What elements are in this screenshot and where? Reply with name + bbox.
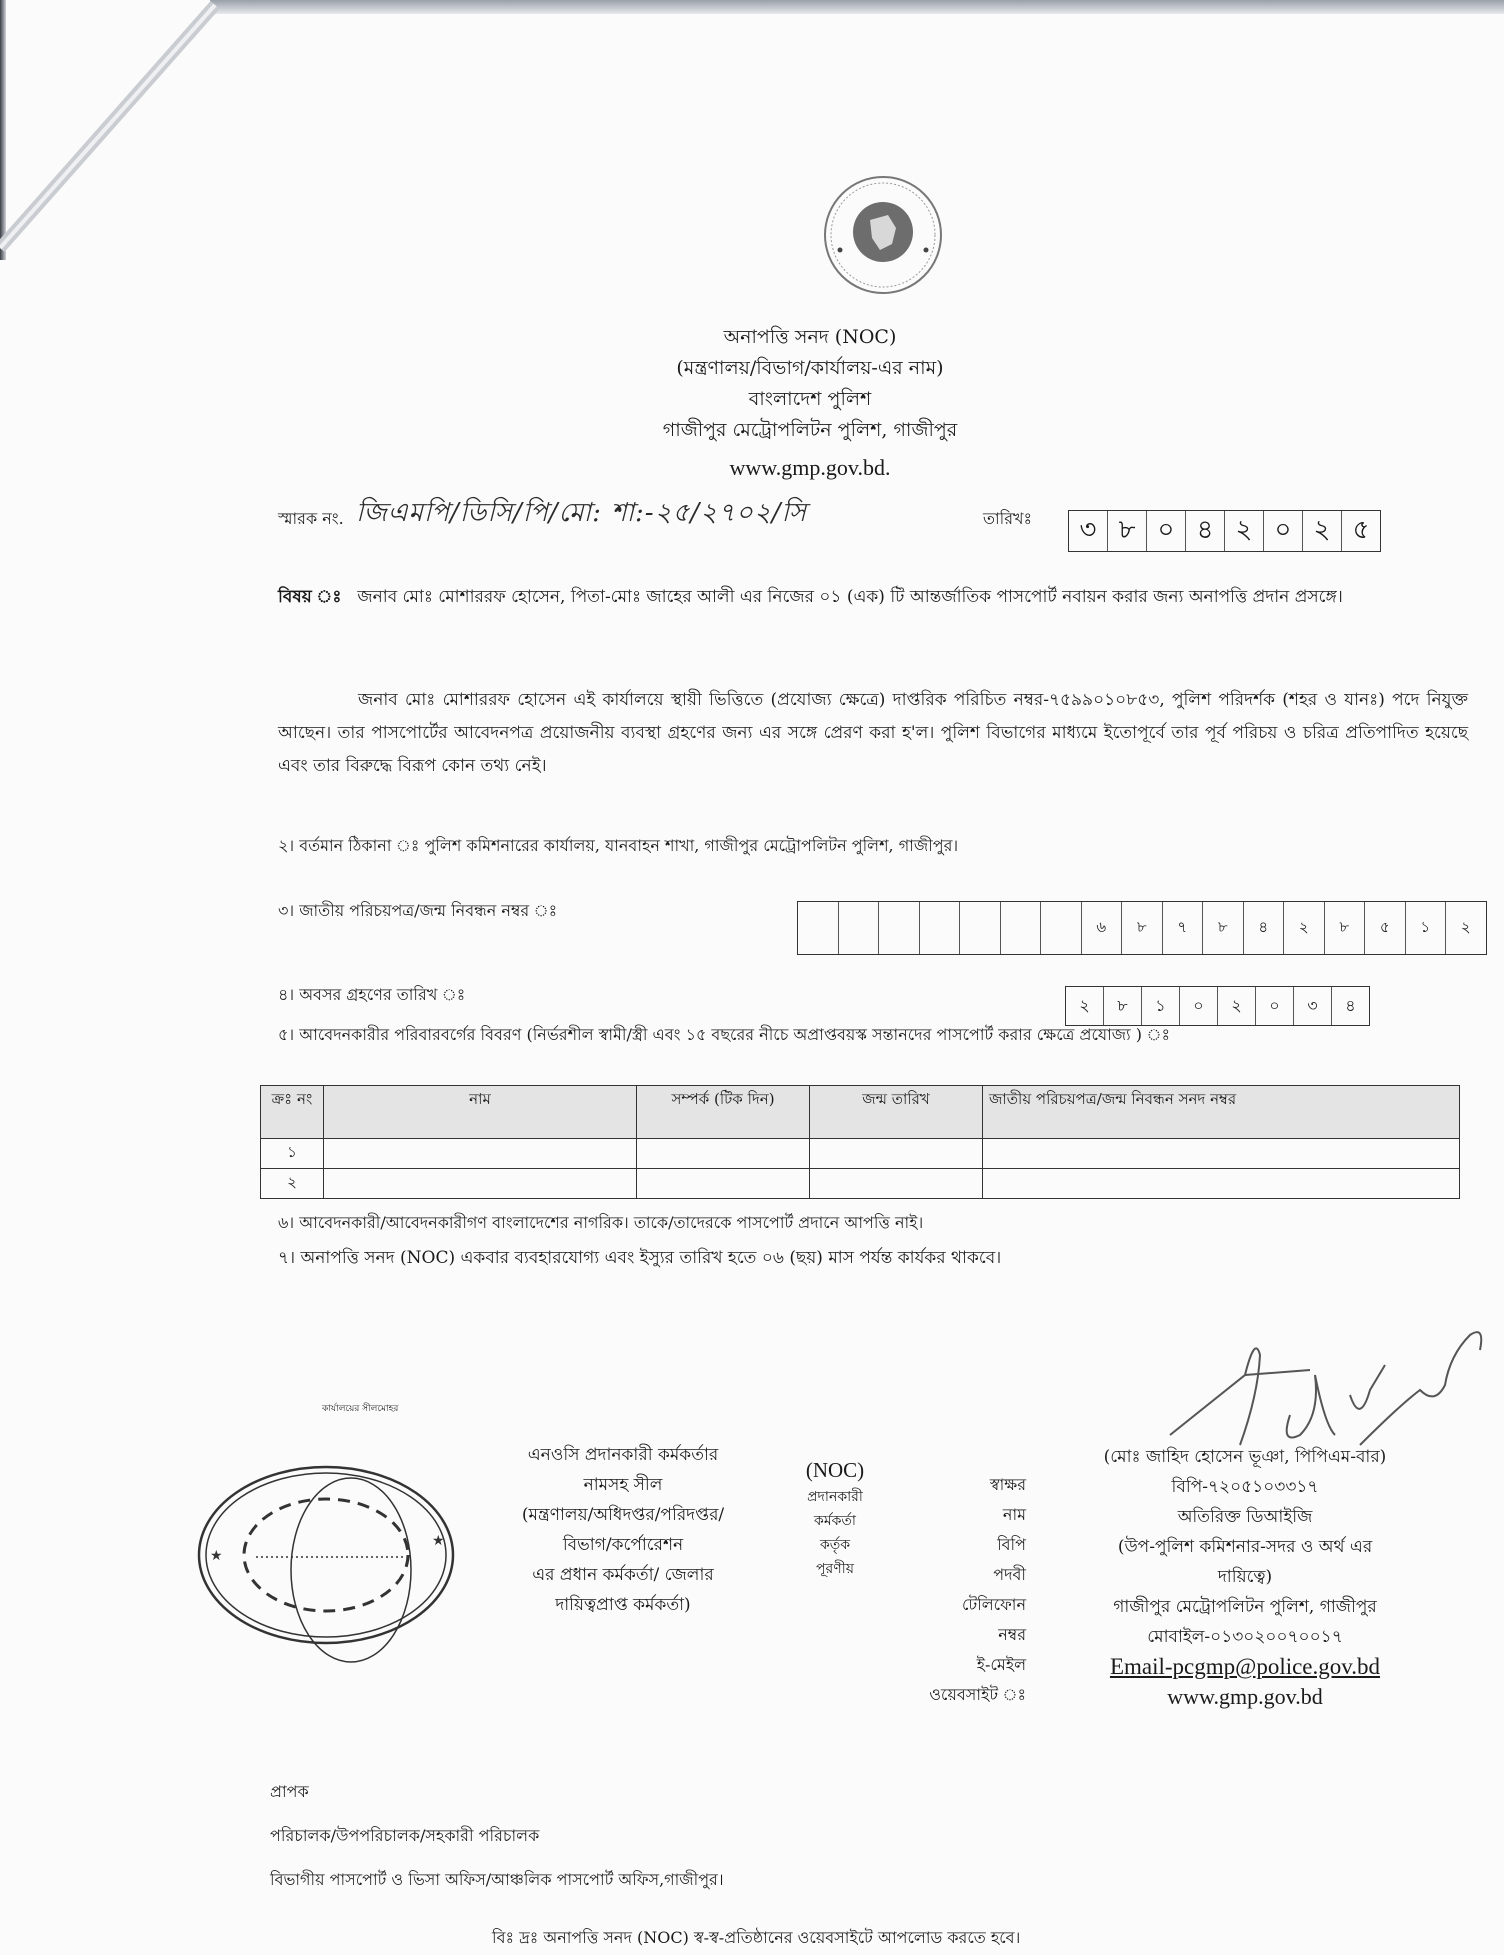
officer-unit: গাজীপুর মেট্রোপলিটন পুলিশ, গাজীপুর <box>1113 1597 1377 1617</box>
officer-bp: বিপি-৭২০৫১০৩৩১৭ <box>1171 1477 1319 1497</box>
family-table-header <box>261 1086 1460 1139</box>
date-digit: ২ <box>1303 511 1342 551</box>
digit-box <box>920 902 961 954</box>
memo-row <box>278 498 1478 558</box>
col-relation: সম্পর্ক (টিক দিন) <box>637 1086 810 1139</box>
digit-box: ৮ <box>1325 902 1366 954</box>
officer-website-link[interactable]: www.gmp.gov.bd <box>1167 1684 1323 1709</box>
document-title: অনাপত্তি সনদ (NOC) <box>723 326 897 348</box>
row-relation <box>637 1139 810 1169</box>
digit-box: ৪ <box>1244 902 1285 954</box>
field-label-designation: পদবী <box>993 1565 1026 1584</box>
row-name <box>324 1139 637 1169</box>
row-serial: ১ <box>261 1139 324 1169</box>
officer-name: (মোঃ জাহিদ হোসেন ভূঞা, পিপিএম-বার) <box>1103 1447 1387 1467</box>
digit-box: ২ <box>1460 917 1471 936</box>
item-address: ২। বর্তমান ঠিকানা ঃ পুলিশ কমিশনারের কার্যালয়, যানবাহন শাখা, গাজীপুর মেট্রোপলিটন পুলিশ, গাজীপুর। <box>278 836 959 855</box>
recipient-label: প্রাপক <box>270 1782 309 1801</box>
family-table <box>260 1085 1460 1199</box>
row-serial: ২ <box>261 1169 324 1199</box>
col-nid: জাতীয় পরিচয়পত্র/জন্ম নিবন্ধন সনদ নম্বর <box>983 1086 1460 1139</box>
government-emblem-icon <box>808 170 958 300</box>
memo-label: স্মারক নং. <box>278 509 344 528</box>
date-digit: ৮ <box>1108 511 1147 551</box>
paper-fold-line <box>0 0 300 280</box>
subject-label: বিষয় ঃ <box>278 587 342 607</box>
digit-box: ৭ <box>1163 902 1204 954</box>
officer-email-link[interactable]: Email-pcgmp@police.gov.bd <box>1109 1654 1381 1679</box>
noc-col-line: প্রদানকারী <box>807 1489 863 1505</box>
table-row <box>261 1169 1460 1199</box>
digit-box: ৬ <box>1082 902 1123 954</box>
digit-box: ০ <box>1180 987 1218 1025</box>
row-dob <box>810 1139 983 1169</box>
digit-box: ৩ <box>1294 987 1332 1025</box>
date-digit: ৫ <box>1352 515 1370 545</box>
col-dob: জন্ম তারিখ <box>810 1086 983 1139</box>
unit-name: গাজীপুর মেট্রোপলিটন পুলিশ, গাজীপুর <box>662 419 958 441</box>
officer-signature <box>1150 1295 1490 1455</box>
field-label-email: ই-মেইল <box>976 1655 1026 1674</box>
digit-box: ১ <box>1142 987 1180 1025</box>
digit-box: ২ <box>1218 987 1256 1025</box>
date-digit: ০ <box>1264 511 1303 551</box>
officer-desc-line: এর প্রধান কর্মকর্তা/ জেলার <box>532 1565 714 1585</box>
digit-box <box>960 902 1001 954</box>
digit-box: ২ <box>1066 987 1104 1025</box>
digit-box: ৫ <box>1365 902 1406 954</box>
col-serial: ক্রঃ নং <box>261 1086 324 1139</box>
noc-officer-note <box>790 1455 880 1581</box>
row-relation <box>637 1169 810 1199</box>
table-row <box>261 1139 1460 1169</box>
digit-box: ১ <box>1406 902 1447 954</box>
date-boxes <box>1068 510 1381 552</box>
digit-box <box>1001 902 1042 954</box>
subject-text: জনাব মোঃ মোশাররফ হোসেন, পিতা-মোঃ জাহের আলী এর নিজের ০১ (এক) টি আন্তর্জাতিক পাসপোর্ট নবায়ন করার জন্য অনাপত্তি প্রদান প্রসঙ্গে। <box>357 587 1343 607</box>
officer-descriptor <box>498 1440 748 1620</box>
svg-text:★: ★ <box>432 1533 445 1549</box>
field-label-number: নম্বর <box>998 1625 1026 1644</box>
noc-col-line: পূরণীয় <box>816 1561 854 1577</box>
officer-desc-line: এনওসি প্রদানকারী কর্মকর্তার <box>527 1445 719 1465</box>
date-digit: ৩ <box>1069 511 1108 551</box>
officer-desc-line: বিভাগ/কর্পোরেশন <box>562 1535 684 1555</box>
scan-edge-left <box>0 0 6 260</box>
office-seal-stamp <box>196 1445 461 1665</box>
noc-col-line: (NOC) <box>805 1458 865 1482</box>
digit-box: ৮ <box>1122 902 1163 954</box>
officer-designation: অতিরিক্ত ডিআইজি <box>1177 1507 1313 1527</box>
digit-box <box>1041 902 1082 954</box>
digit-box: ৮ <box>1104 987 1142 1025</box>
date-digit: ২ <box>1225 511 1264 551</box>
officer-mobile: মোবাইল-০১৩০২০০৭০০১৭ <box>1147 1627 1343 1647</box>
date-label: তারিখঃ <box>983 509 1033 528</box>
officer-desc-line: (মন্ত্রণালয়/অধিদপ্তর/পরিদপ্তর/ <box>521 1505 725 1525</box>
document-subtitle: (মন্ত্রণালয়/বিভাগ/কার্যালয়-এর নাম) <box>676 357 944 379</box>
col-name: নাম <box>324 1086 637 1139</box>
row-nid <box>983 1169 1460 1199</box>
recipient-line: বিভাগীয় পাসপোর্ট ও ভিসা অফিস/আঞ্চলিক পাসপোর্ট অফিস,গাজীপুর। <box>270 1870 724 1889</box>
retirement-date-boxes <box>1065 986 1370 1026</box>
digit-box: ২ <box>1284 902 1325 954</box>
digit-box <box>879 902 920 954</box>
signature-field-labels <box>880 1470 1026 1710</box>
item-retirement-label: ৪। অবসর গ্রহণের তারিখ ঃ <box>278 985 466 1004</box>
officer-info <box>1045 1442 1445 1712</box>
svg-text:★: ★ <box>210 1548 223 1564</box>
item-validity: ৭। অনাপত্তি সনদ (NOC) একবার ব্যবহারযোগ্য এবং ইস্যুর তারিখ হতে ০৬ (ছয়) মাস পর্যন্ত কার্যকর থাকবে। <box>278 1248 1002 1268</box>
noc-col-line: কর্তৃক <box>819 1537 851 1553</box>
document-header <box>560 322 1060 483</box>
row-name <box>324 1169 637 1199</box>
item-nid-label: ৩। জাতীয় পরিচয়পত্র/জন্ম নিবন্ধন নম্বর ঃ <box>278 901 558 920</box>
nid-boxes <box>797 901 1487 955</box>
field-label-name: নাম <box>1002 1505 1026 1524</box>
item-family-label: ৫। আবেদনকারীর পরিবারবর্গের বিবরণ (নির্ভরশীল স্বামী/স্ত্রী এবং ১৫ বছরের নীচে অপ্রাপ্তবয়স্ক সন্তানদের পাসপোর্ট করার ক্ষেত্রে প্রযোজ্য ) ঃ <box>278 1025 1170 1044</box>
date-digit: ৪ <box>1186 511 1225 551</box>
row-dob <box>810 1169 983 1199</box>
noc-col-line: কর্মকর্তা <box>814 1513 856 1529</box>
officer-role: (উপ-পুলিশ কমিশনার-সদর ও অর্থ এর <box>1117 1537 1373 1557</box>
digit-box: ৮ <box>1203 902 1244 954</box>
field-label-website: ওয়েবসাইট ঃ <box>929 1685 1026 1704</box>
digit-box <box>839 902 880 954</box>
header-website: www.gmp.gov.bd. <box>729 455 891 480</box>
row-nid <box>983 1139 1460 1169</box>
item-citizen: ৬। আবেদনকারী/আবেদনকারীগণ বাংলাদেশের নাগরিক। তাকে/তাদেরকে পাসপোর্ট প্রদানে আপত্তি নাই। <box>278 1213 924 1232</box>
field-label-signature: স্বাক্ষর <box>989 1475 1026 1494</box>
digit-box <box>798 902 839 954</box>
memo-number-handwritten: জিএমপি/ডিসি/পি/মো: শা:-২৫/২৭০২/সি <box>356 498 808 528</box>
subject-line <box>278 580 1468 615</box>
field-label-telephone: টেলিফোন <box>961 1595 1026 1614</box>
organization-name: বাংলাদেশ পুলিশ <box>748 388 872 410</box>
digit-box: ০ <box>1256 987 1294 1025</box>
body-paragraph: জনাব মোঃ মোশাররফ হোসেন এই কার্যালয়ে স্থায়ী ভিত্তিতে (প্রযোজ্য ক্ষেত্রে) দাপ্তরিক পরিচিত নম্বর-৭৫৯৯০১০৮৫৩, পুলিশ পরিদর্শক (শহর ও যানঃ) পদে নিযুক্ত আছেন। তার পাসপোর্টের আবেদনপত্র প্রয়োজনীয় ব্যবস্থা গ্রহণের জন্য এর সঙ্গে প্রেরণ করা হ'ল। পুলিশ বিভাগের মাধ্যমে ইতোপূর্বে তার পূর্ব পরিচয় ও চরিত্র প্রতিপাদিত হয়েছে এবং তার বিরুদ্ধে বিরূপ কোন তথ্য নেই। <box>278 690 1468 776</box>
scan-edge-top <box>210 0 1504 14</box>
date-digit: ০ <box>1147 511 1186 551</box>
seal-caption: কার্যালয়ের সীলমোহর <box>322 1404 399 1414</box>
officer-role-cont: দায়িত্বে) <box>1217 1567 1273 1587</box>
digit-box: ৪ <box>1345 995 1356 1015</box>
recipient-block <box>270 1770 724 1902</box>
officer-desc-line: নামসহ সীল <box>583 1475 663 1495</box>
field-label-bp: বিপি <box>997 1535 1026 1554</box>
footnote: বিঃ দ্রঃ অনাপত্তি সনদ (NOC) স্ব-স্ব-প্রতিষ্ঠানের ওয়েবসাইটে আপলোড করতে হবে। <box>492 1928 1021 1947</box>
officer-desc-line: দায়িত্বপ্রাপ্ত কর্মকর্তা) <box>555 1595 691 1615</box>
recipient-line: পরিচালক/উপপরিচালক/সহকারী পরিচালক <box>270 1826 540 1845</box>
